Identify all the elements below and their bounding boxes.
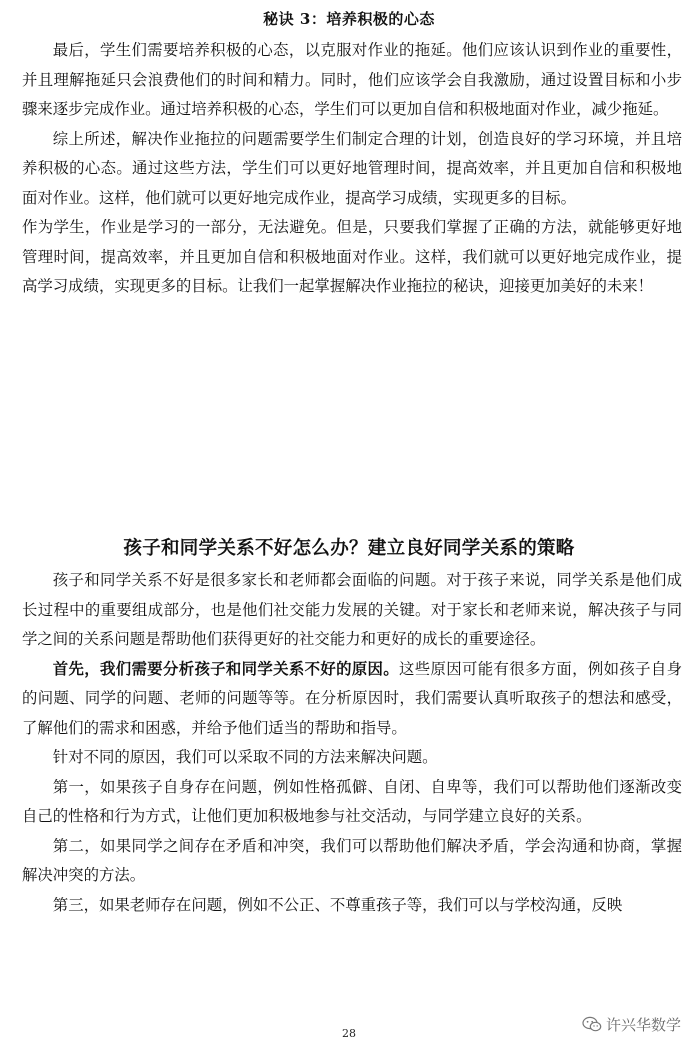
bold-lead: 首先，我们需要分析孩子和同学关系不好的原因。 — [52, 659, 400, 678]
watermark — [579, 1013, 684, 1036]
section-body — [22, 36, 682, 302]
article-title: 孩子和同学关系不好怎么办？建立良好同学关系的策略 — [123, 538, 575, 559]
paragraph: 综上所述，解决作业拖拉的问题需要学生们制定合理的计划，创造良好的学习环境，并且培养积极的心态。通过这些方法，学生们可以更好地管理时间，提高效率，并且更加自信和积极地面对作业。这样，他们就可以更好地完成作业，提高学习成绩，实现更多的目标。 — [22, 129, 682, 207]
paragraph-text: 这些原因可能有很多方面，例如孩子自身的问题、同学的问题、老师的问题等等。在分析原因时，我们需要认真听取孩子的想法和感受，了解他们的需求和困惑，并给予他们适当的帮助和指导。 — [22, 659, 682, 737]
paragraph: 第一，如果孩子自身存在问题，例如性格孤僻、自闭、自卑等，我们可以帮助他们逐渐改变自己的性格和行为方式，让他们更加积极地参与社交活动，与同学建立良好的关系。 — [22, 777, 682, 825]
paragraph: 最后，学生们需要培养积极的心态，以克服对作业的拖延。他们应该认识到作业的重要性，并且理解拖延只会浪费他们的时间和精力。同时，他们应该学会自我激励，通过设置目标和小步骤来逐步完成作业。通过培养积极的心态，学生们可以更加自信和积极地面对作业，减少拖延。 — [22, 41, 682, 118]
watermark-text: 许兴华数学 — [605, 1016, 681, 1034]
paragraph: 孩子和同学关系不好是很多家长和老师都会面临的问题。对于孩子来说，同学关系是他们成长过程中的重要组成部分，也是他们社交能力发展的关键。对于家长和老师来说，解决孩子与同学之间的关系问题是帮助他们获得更好的社交能力和更好的成长的重要途径。 — [22, 571, 682, 648]
paragraph: 第二，如果同学之间存在矛盾和冲突，我们可以帮助他们解决矛盾，学会沟通和协商，掌握解决冲突的方法。 — [22, 836, 682, 884]
section-heading: 秘诀 3：培养积极的心态 — [263, 10, 435, 28]
paragraph: 作为学生，作业是学习的一部分，无法避免。但是，只要我们掌握了正确的方法，就能够更好地管理时间，提高效率，并且更加自信和积极地面对作业。这样，我们就可以更好地完成作业，提高学习成绩，实现更多的目标。让我们一起掌握解决作业拖拉的秘诀，迎接更加美好的未来！ — [22, 218, 682, 295]
wechat-icon — [582, 1016, 602, 1033]
paragraph — [22, 655, 682, 744]
paragraph: 第三，如果老师存在问题，例如不公正、不尊重孩子等，我们可以与学校沟通，反映 — [52, 895, 623, 914]
article-body — [22, 566, 682, 920]
paragraph: 针对不同的原因，我们可以采取不同的方法来解决问题。 — [52, 748, 438, 766]
page-number: 28 — [342, 1027, 356, 1040]
